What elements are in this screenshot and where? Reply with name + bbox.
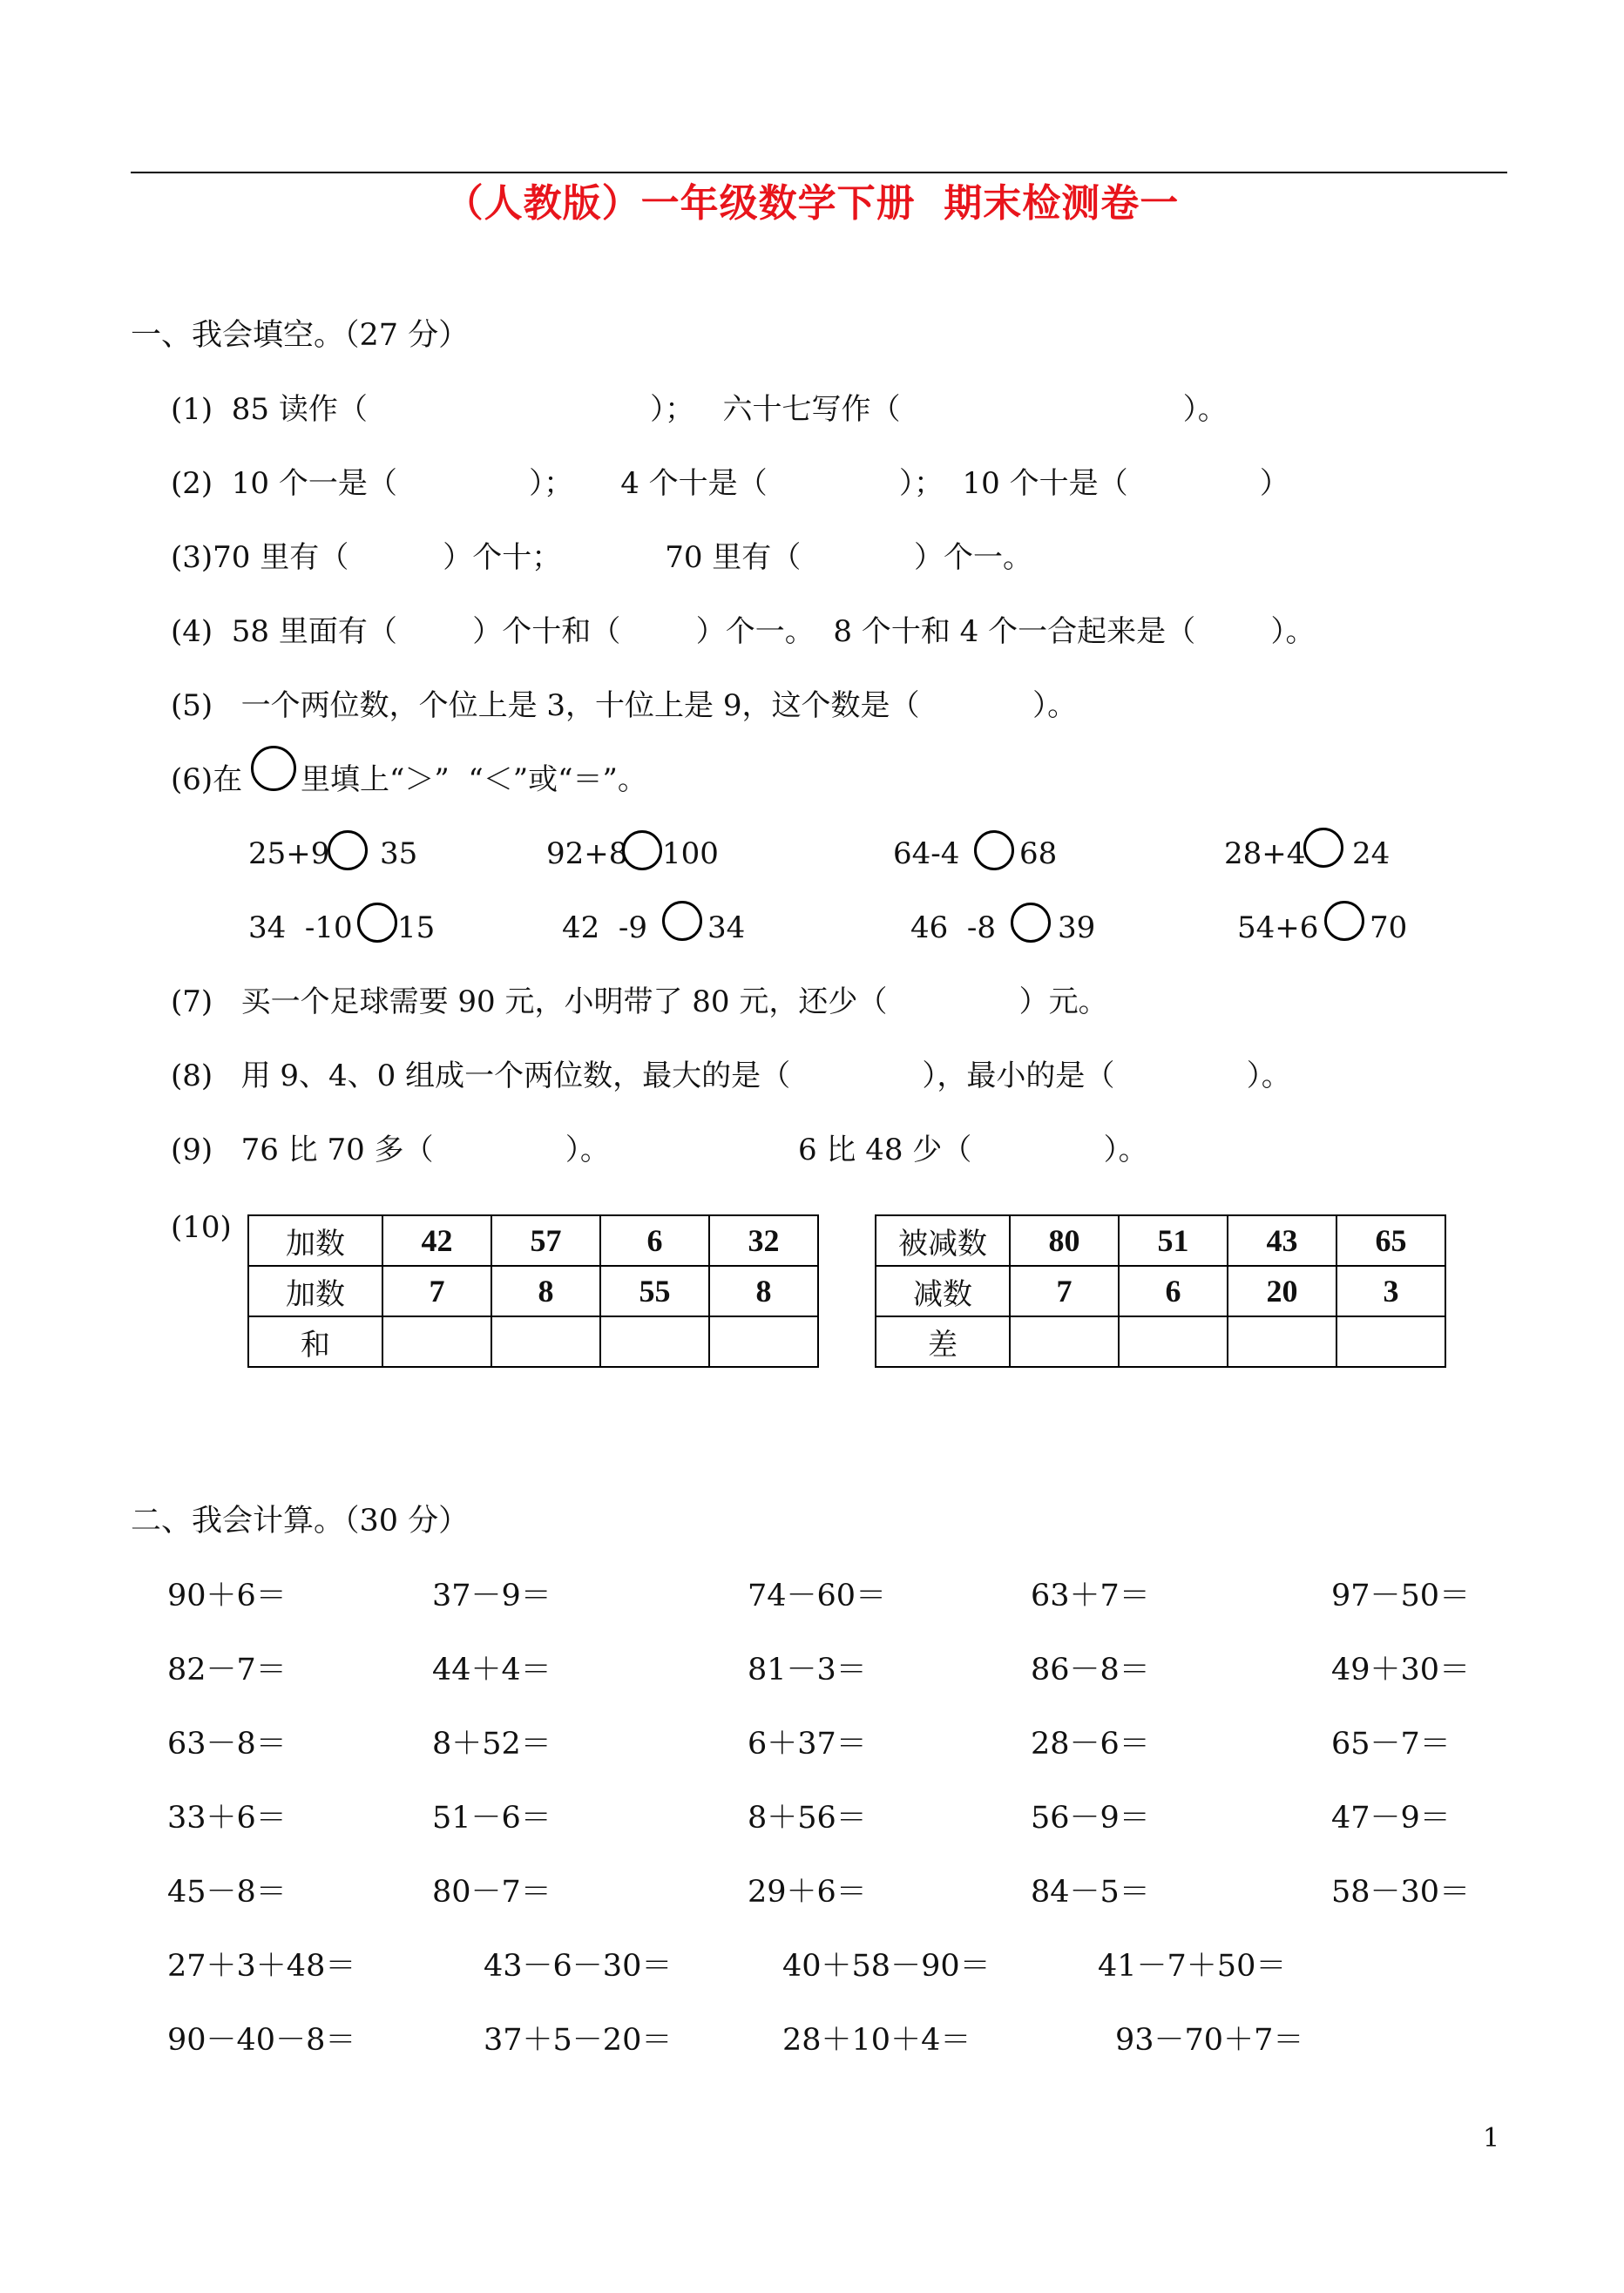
compare-right: 100 <box>662 836 719 871</box>
calc-item: 37＋5－20＝ <box>484 2023 673 2058</box>
calc-item: 82－7＝ <box>167 1653 287 1688</box>
table-cell: 43 <box>1228 1215 1336 1266</box>
table-header-cell: 和 <box>248 1316 382 1367</box>
calc-item: 45－8＝ <box>167 1875 287 1910</box>
compare-left: 28+4 <box>1224 836 1306 871</box>
calc-item: 6＋37＝ <box>748 1727 867 1762</box>
table-cell: 3 <box>1336 1266 1445 1316</box>
calc-item: 44＋4＝ <box>432 1653 551 1688</box>
question-2: (2) 10 个一是（ ）； 4 个十是（ ）； 10 个十是（ ） <box>171 466 1289 501</box>
calc-item: 43－6－30＝ <box>484 1949 673 1984</box>
calc-item: 93－70＋7＝ <box>1115 2023 1304 2058</box>
calc-item: 63＋7＝ <box>1031 1579 1150 1613</box>
answer-cell[interactable] <box>491 1316 600 1367</box>
table-cell: 7 <box>382 1266 491 1316</box>
compare-circle-icon <box>974 830 1014 870</box>
calc-item: 49＋30＝ <box>1331 1653 1471 1688</box>
compare-circle-icon <box>357 903 397 943</box>
answer-cell[interactable] <box>600 1316 709 1367</box>
compare-circle-icon <box>328 830 368 870</box>
compare-left: 54+6 <box>1237 910 1319 945</box>
compare-right: 24 <box>1352 836 1391 871</box>
question-8: (8) 用 9、4、0 组成一个两位数，最大的是（ ），最小的是（ ）。 <box>171 1059 1291 1093</box>
answer-cell[interactable] <box>1228 1316 1336 1367</box>
compare-left: 64-4 <box>893 836 960 871</box>
question-4: (4) 58 里面有（ ）个十和（ ）个一。 8 个十和 4 个一合起来是（ ）。 <box>171 614 1316 649</box>
question-10-label: (10) <box>171 1210 232 1245</box>
calc-item: 51－6＝ <box>432 1801 551 1836</box>
calc-item: 81－3＝ <box>748 1653 867 1688</box>
page-title: （人教版）一年级数学下册 期末检测卷一 <box>444 181 1180 226</box>
calc-item: 8＋56＝ <box>748 1801 867 1836</box>
calc-item: 56－9＝ <box>1031 1801 1150 1836</box>
question-5: (5) 一个两位数，个位上是 3，十位上是 9，这个数是（ ）。 <box>171 688 1078 723</box>
compare-circle-icon <box>1011 903 1051 943</box>
compare-right: 15 <box>397 910 436 945</box>
compare-circle-icon <box>1303 828 1343 868</box>
calc-item: 28＋10＋4＝ <box>782 2023 971 2058</box>
question-6-prefix: (6)在 <box>171 762 243 797</box>
compare-left: 34 -10 <box>248 910 353 945</box>
table-header-cell: 减数 <box>876 1266 1010 1316</box>
calc-item: 47－9＝ <box>1331 1801 1451 1836</box>
subtraction-table <box>875 1214 1446 1368</box>
calc-item: 58－30＝ <box>1331 1875 1471 1910</box>
section-2-heading: 二、我会计算。（30 分） <box>131 1504 470 1539</box>
table-header-cell: 加数 <box>248 1266 382 1316</box>
calc-item: 63－8＝ <box>167 1727 287 1762</box>
compare-circle-icon <box>662 901 702 941</box>
question-1: (1) 85 读作（ ）； 六十七写作（ ）。 <box>171 392 1228 427</box>
calc-item: 65－7＝ <box>1331 1727 1451 1762</box>
answer-cell[interactable] <box>709 1316 818 1367</box>
calc-item: 40＋58－90＝ <box>782 1949 991 1984</box>
table-cell: 8 <box>491 1266 600 1316</box>
compare-left: 92+8 <box>546 836 628 871</box>
compare-circle-icon <box>1324 901 1364 941</box>
calc-item: 33＋6＝ <box>167 1801 287 1836</box>
table-header-cell: 差 <box>876 1316 1010 1367</box>
compare-left: 46 -8 <box>910 910 996 945</box>
table-header-cell: 被减数 <box>876 1215 1010 1266</box>
calc-item: 90－40－8＝ <box>167 2023 356 2058</box>
calc-item: 8＋52＝ <box>432 1727 551 1762</box>
compare-circle-icon <box>251 746 296 791</box>
compare-circle-icon <box>622 830 662 870</box>
compare-right: 35 <box>380 836 418 871</box>
calc-item: 90＋6＝ <box>167 1579 287 1613</box>
question-7: (7) 买一个足球需要 90 元，小明带了 80 元，还少（ ）元。 <box>171 984 1108 1019</box>
question-6-suffix: 里填上“＞” “＜”或“＝”。 <box>301 762 647 797</box>
calc-item: 80－7＝ <box>432 1875 551 1910</box>
table-cell: 32 <box>709 1215 818 1266</box>
compare-left: 42 -9 <box>562 910 647 945</box>
table-cell: 51 <box>1119 1215 1228 1266</box>
table-cell: 65 <box>1336 1215 1445 1266</box>
answer-cell[interactable] <box>1336 1316 1445 1367</box>
table-cell: 80 <box>1010 1215 1119 1266</box>
calc-item: 86－8＝ <box>1031 1653 1150 1688</box>
section-1-heading: 一、我会填空。（27 分） <box>131 318 470 353</box>
header-rule <box>131 172 1507 173</box>
question-9: (9) 76 比 70 多（ ）。 6 比 48 少（ ）。 <box>171 1133 1148 1167</box>
table-cell: 6 <box>1119 1266 1228 1316</box>
answer-cell[interactable] <box>1119 1316 1228 1367</box>
compare-right: 39 <box>1058 910 1096 945</box>
table-cell: 6 <box>600 1215 709 1266</box>
table-cell: 8 <box>709 1266 818 1316</box>
answer-cell[interactable] <box>1010 1316 1119 1367</box>
calc-item: 29＋6＝ <box>748 1875 867 1910</box>
calc-item: 74－60＝ <box>748 1579 887 1613</box>
page-number: 1 <box>1483 2123 1500 2154</box>
table-header-cell: 加数 <box>248 1215 382 1266</box>
compare-right: 70 <box>1370 910 1408 945</box>
question-3: (3)70 里有（ ）个十； 70 里有（ ）个一。 <box>171 540 1032 575</box>
table-cell: 42 <box>382 1215 491 1266</box>
calc-item: 97－50＝ <box>1331 1579 1471 1613</box>
calc-item: 27＋3＋48＝ <box>167 1949 356 1984</box>
table-cell: 20 <box>1228 1266 1336 1316</box>
compare-right: 68 <box>1019 836 1058 871</box>
table-cell: 55 <box>600 1266 709 1316</box>
calc-item: 41－7＋50＝ <box>1098 1949 1287 1984</box>
compare-right: 34 <box>707 910 746 945</box>
table-cell: 57 <box>491 1215 600 1266</box>
calc-item: 84－5＝ <box>1031 1875 1150 1910</box>
compare-left: 25+9 <box>248 836 330 871</box>
table-cell: 7 <box>1010 1266 1119 1316</box>
answer-cell[interactable] <box>382 1316 491 1367</box>
calc-item: 28－6＝ <box>1031 1727 1150 1762</box>
calc-item: 37－9＝ <box>432 1579 551 1613</box>
addition-table <box>247 1214 819 1368</box>
